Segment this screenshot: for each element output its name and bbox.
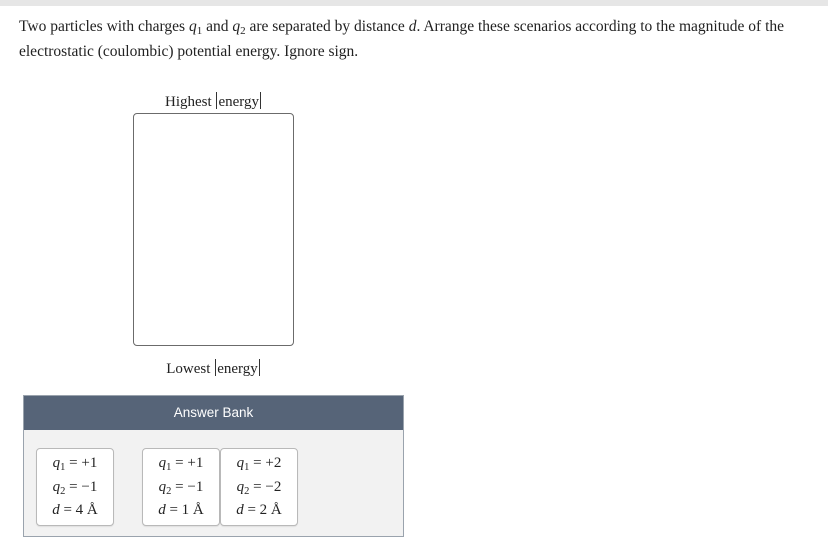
question-text <box>19 14 827 64</box>
lowest-energy-label <box>133 359 294 378</box>
ranking-drop-zone[interactable] <box>133 113 294 346</box>
q2-value: = −1 <box>65 479 98 495</box>
answer-bank-title: Answer Bank <box>24 396 403 430</box>
q2-symbol: q <box>236 479 245 495</box>
question-prefix: Two particles with charges <box>19 18 189 35</box>
answer-bank <box>23 395 404 537</box>
d-symbol: d <box>158 502 166 518</box>
q1-value: = +1 <box>171 455 204 471</box>
d-value: = 2 Å <box>243 502 282 518</box>
card-d <box>221 501 297 519</box>
d-symbol: d <box>408 18 417 35</box>
q2-subscript: 2 <box>244 486 250 497</box>
energy-word: energy <box>218 94 259 110</box>
q1-symbol: q <box>188 18 197 35</box>
d-value: = 1 Å <box>165 502 204 518</box>
answer-card-2[interactable] <box>142 448 220 526</box>
q1-subscript: 1 <box>166 462 172 473</box>
bracket-bar <box>259 359 260 376</box>
q1-value: = +1 <box>65 455 98 471</box>
bracket-bar <box>260 92 261 109</box>
d-symbol: d <box>52 502 60 518</box>
question-and: and <box>202 18 233 35</box>
q2-symbol: q <box>232 18 241 35</box>
q1-subscript: 1 <box>244 462 250 473</box>
q2-subscript: 2 <box>166 486 172 497</box>
q2-subscript: 2 <box>240 25 246 37</box>
d-symbol: d <box>236 502 244 518</box>
card-q1 <box>221 454 297 472</box>
highest-word: Highest <box>165 94 212 110</box>
card-q2 <box>37 478 113 496</box>
highest-energy-label <box>133 92 294 111</box>
q2-value: = −2 <box>249 479 282 495</box>
card-q1 <box>143 454 219 472</box>
q1-subscript: 1 <box>60 462 66 473</box>
q2-value: = −1 <box>171 479 204 495</box>
q2-symbol: q <box>158 479 167 495</box>
question-suffix: . Arrange these scenarios according to the magnitude of the electrostatic (coulombic) potential energy. Ignore sign. <box>19 18 788 60</box>
d-value: = 4 Å <box>59 502 98 518</box>
q1-symbol: q <box>158 455 167 471</box>
card-q2 <box>143 478 219 496</box>
answer-card-1[interactable] <box>36 448 114 526</box>
card-d <box>37 501 113 519</box>
q1-symbol: q <box>52 455 61 471</box>
q2-subscript: 2 <box>60 486 66 497</box>
card-q1 <box>37 454 113 472</box>
q1-value: = +2 <box>249 455 282 471</box>
top-bar <box>0 0 828 6</box>
q2-symbol: q <box>52 479 61 495</box>
answer-card-3[interactable] <box>220 448 298 526</box>
q1-subscript: 1 <box>196 25 203 37</box>
energy-word: energy <box>217 361 258 377</box>
card-d <box>143 501 219 519</box>
q1-symbol: q <box>236 455 245 471</box>
card-q2 <box>221 478 297 496</box>
lowest-word: Lowest <box>166 361 211 377</box>
question-mid: are separated by distance <box>245 18 409 35</box>
